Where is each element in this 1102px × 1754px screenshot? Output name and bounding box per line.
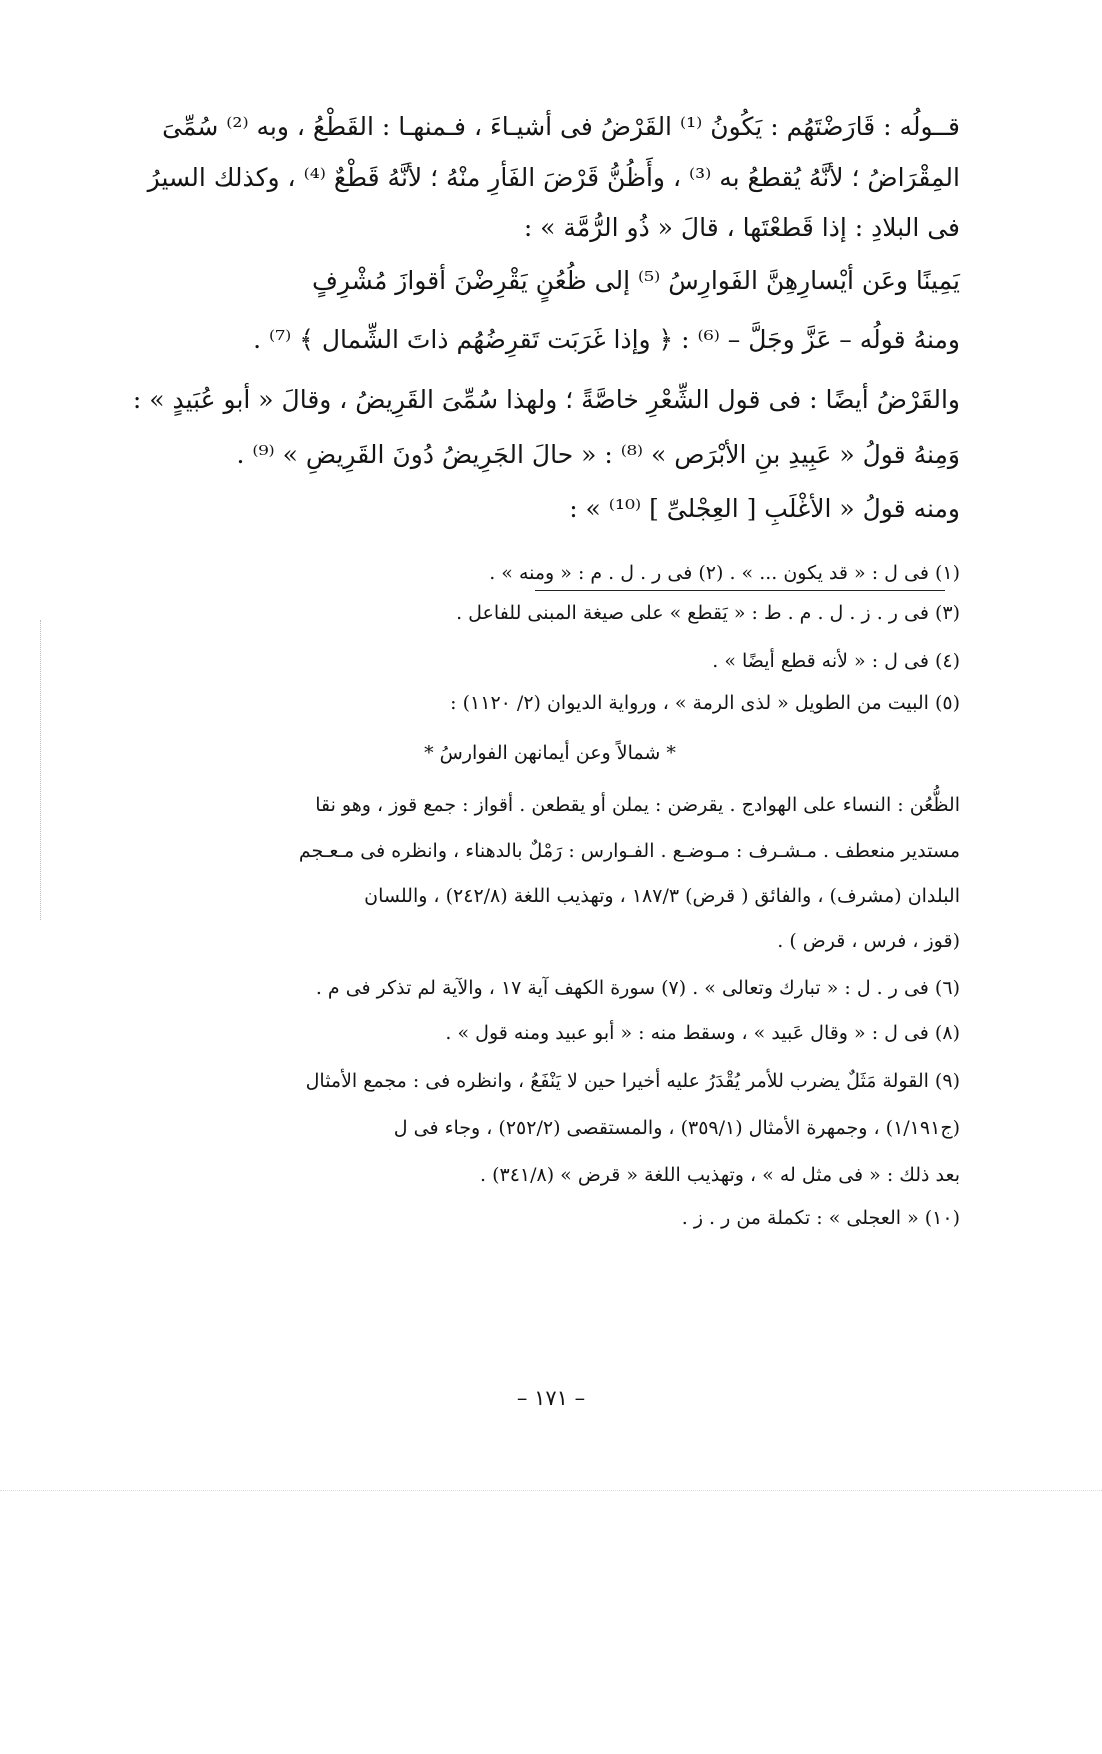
footnote-line: (١) فى ل : « قد يكون ... » . (٢) فى ر . ل . م : « ومنه » . bbox=[489, 562, 960, 584]
verse-first-hemistich: إلى ظُعُنٍ يَقْرِضْنَ أقوازَ مُشْرِفٍ bbox=[311, 266, 631, 295]
footnote-verse: * شمالاً وعن أيمانهن الفوارسُ * bbox=[424, 742, 676, 764]
footnote-line: (٨) فى ل : « وقال عَبيد » ، وسقط منه : « أبو عبيد ومنه قول » . bbox=[445, 1022, 960, 1044]
main-text-line: فى البلادِ : إذا قَطعْتَها ، قالَ « ذُو الرُّمَّة » : bbox=[523, 213, 960, 242]
footnote-line: (٥) البيت من الطويل « لذى الرمة » ، ورواية الديوان (٢/ ١١٢٠) : bbox=[450, 692, 960, 714]
scan-noise bbox=[0, 1490, 1102, 1531]
main-text-line: والقَرْضُ أيضًا : فى قول الشِّعْرِ خاصَّةً ؛ ولهذا سُمِّىَ القَرِيضُ ، وقالَ « أبو عُبَيدٍ » : bbox=[132, 385, 960, 414]
main-text-line: المِقْرَاضُ ؛ لأنَّهُ يُقطعُ به ⁽³⁾ ، وأَظُنُّ قَرْضَ الفَأرِ منْهُ ؛ لأنَّهُ قَطْعٌ ⁽⁴⁾ ، وكذلك السيرُ bbox=[147, 163, 960, 192]
footnote-divider bbox=[535, 590, 945, 591]
footnote-line: بعد ذلك : « فى مثل له » ، وتهذيب اللغة « قرض » (٣٤١/٨) . bbox=[479, 1164, 960, 1186]
main-text-line: ومنهُ قولُه – عَزَّ وجَلَّ – ⁽⁶⁾ : ﴿ وإذا غَرَبَت تَقرِضُهُم ذاتَ الشِّمال ﴾ ⁽⁷⁾ . bbox=[253, 325, 960, 354]
footnote-line: الظُّعُن : النساء على الهوادج . يقرضن : يملن أو يقطعن . أقواز : جمع قوز ، وهو نقا bbox=[315, 794, 960, 816]
footnote-line: (قوز ، فرس ، قرض ) . bbox=[777, 930, 960, 952]
main-text-line: وَمِنهُ قولُ « عَبِيدِ بنِ الأبْرَص » ⁽⁸⁾ : « حالَ الجَرِيضُ دُونَ القَرِيضِ » ⁽⁹⁾ . bbox=[236, 440, 960, 469]
page-number: – ١٧١ – bbox=[516, 1386, 586, 1410]
verse-second-hemistich: يَمِينًا وعَن أيْسارِهِنَّ الفَوارِسُ ⁽⁵⁾ bbox=[637, 266, 960, 295]
footnote-line: (٩) القولة مَثَلٌ يضرب للأمر يُقْدَرُ عليه أخيرا حين لا يَنْفَعُ ، وانظره فى : مجمع الأمثال bbox=[305, 1070, 960, 1092]
footnote-line: (ج١/١٩١) ، وجمهرة الأمثال (٣٥٩/١) ، والمستقصى (٢٥٢/٢) ، وجاء فى ل bbox=[393, 1117, 960, 1139]
main-text-line: ومنه قولُ « الأغْلَبِ [ العِجْلىِّ ] ⁽¹⁰⁾ » : bbox=[569, 494, 960, 523]
footnote-line: (١٠) « العجلى » : تكملة من ر . ز . bbox=[681, 1207, 960, 1229]
footnote-line: (٤) فى ل : « لأنه قطع أيضًا » . bbox=[712, 650, 960, 672]
footnote-line: مستدير منعطف . مـشـرف : مـوضـع . الفـوارس : رَمْلٌ بالدهناء ، وانظره فى مـعـجم bbox=[298, 840, 960, 862]
poetry-verse bbox=[150, 266, 960, 296]
footnote-line: (٣) فى ر . ز . ل . م . ط : « يَقطع » على صيغة المبنى للفاعل . bbox=[456, 602, 960, 624]
footnote-line: (٦) فى ر . ل : « تبارك وتعالى » . (٧) سورة الكهف آية ١٧ ، والآية لم تذكر فى م . bbox=[315, 977, 960, 999]
scan-edge-mark bbox=[40, 620, 41, 920]
main-text-line: قــولُه : قَارَضْتَهُم : يَكُونُ ⁽¹⁾ القَرْضُ فى أشيـاءَ ، فـمنهـا : القَطْعُ ، وبه ⁽²⁾ سُمِّىَ bbox=[162, 112, 960, 141]
footnote-line: البلدان (مشرف) ، والفائق ( قرض) ١٨٧/٣ ، وتهذيب اللغة (٢٤٢/٨) ، واللسان bbox=[364, 885, 960, 907]
